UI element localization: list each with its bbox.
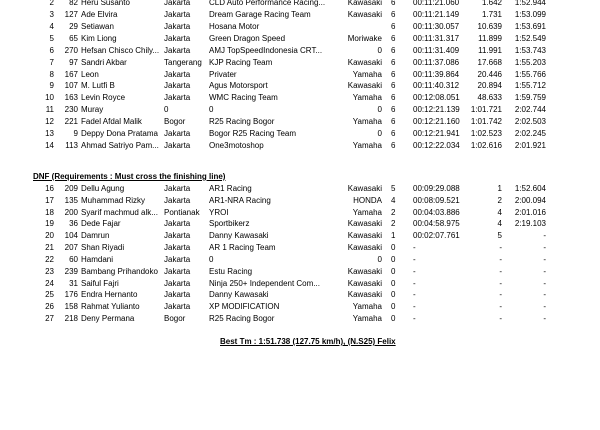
position-cell: 21: [45, 243, 54, 253]
team-cell: 0: [209, 105, 214, 115]
rider-name-cell: Sandri Akbar: [81, 57, 127, 67]
best-lap-cell: -: [543, 302, 546, 312]
rider-name-cell: Deny Permana: [81, 314, 135, 324]
position-cell: 26: [45, 302, 54, 312]
total-time-cell: 00:11:40.312: [413, 81, 460, 91]
best-lap-cell: 2:01.921: [514, 141, 546, 151]
rider-name-cell: Deppy Dona Pratama: [81, 129, 158, 139]
team-cell: Estu Racing: [209, 266, 253, 276]
rider-name-cell: Saiful Fajri: [81, 278, 119, 288]
team-cell: R25 Racing Bogor: [209, 314, 275, 324]
gap-cell: 48.633: [477, 93, 502, 103]
laps-cell: 6: [391, 129, 396, 139]
motorcycle-brand-cell: 0: [377, 45, 382, 55]
rider-number-cell: 230: [64, 105, 78, 115]
team-cell: Ninja 250+ Independent Com...: [209, 278, 320, 288]
motorcycle-brand-cell: Kawasaki: [347, 9, 382, 19]
motorcycle-brand-cell: Kawasaki: [347, 184, 382, 193]
laps-cell: 2: [391, 219, 396, 229]
laps-cell: 0: [391, 243, 396, 253]
motorcycle-brand-cell: Kawasaki: [347, 243, 382, 253]
rider-number-cell: 221: [64, 117, 78, 127]
rider-name-cell: Ahmad Satriyo Pam...: [81, 141, 159, 151]
total-time-cell: 00:08:09.521: [413, 195, 460, 205]
total-time-cell: 00:11:31.317: [413, 33, 460, 43]
position-cell: 18: [45, 207, 54, 217]
rider-name-cell: Syarif machmud alk...: [81, 207, 158, 217]
position-cell: 14: [45, 141, 54, 151]
rider-number-cell: 9: [73, 129, 78, 139]
position-cell: 6: [49, 45, 54, 55]
gap-cell: -: [499, 243, 502, 253]
gap-cell: 20.446: [477, 69, 502, 79]
laps-cell: 6: [391, 93, 396, 103]
best-lap-cell: -: [543, 278, 546, 288]
team-cell: AR1-NRA Racing: [209, 195, 271, 205]
position-cell: 16: [45, 184, 54, 193]
team-cell: Agus Motorsport: [209, 81, 268, 91]
total-time-cell: 00:02:07.761: [413, 231, 460, 241]
gap-cell: -: [499, 278, 502, 288]
position-cell: 20: [45, 231, 54, 241]
laps-cell: 6: [391, 0, 396, 7]
total-time-cell: 00:11:21.060: [413, 0, 460, 7]
best-lap-cell: 1:52.604: [514, 184, 546, 193]
motorcycle-brand-cell: Kawasaki: [347, 0, 382, 7]
rider-name-cell: Heru Susanto: [81, 0, 130, 7]
best-lap-cell: 2:01.016: [514, 207, 546, 217]
position-cell: 24: [45, 278, 54, 288]
city-cell: Jakarta: [164, 0, 191, 7]
rider-number-cell: 127: [64, 9, 78, 19]
best-lap-cell: 1:53.691: [514, 21, 546, 31]
position-cell: 2: [49, 0, 54, 7]
total-time-cell: 00:11:30.057: [413, 21, 460, 31]
motorcycle-brand-cell: Kawasaki: [347, 278, 382, 288]
total-time-cell: 00:11:37.086: [413, 57, 460, 67]
position-cell: 12: [45, 117, 54, 127]
city-cell: Jakarta: [164, 93, 191, 103]
laps-cell: 6: [391, 117, 396, 127]
position-cell: 19: [45, 219, 54, 229]
total-time-cell: 00:11:21.149: [413, 9, 460, 19]
team-cell: One3motoshop: [209, 141, 264, 151]
team-cell: Sportbikerz: [209, 219, 250, 229]
rider-name-cell: Dede Fajar: [81, 219, 121, 229]
gap-cell: 20.894: [477, 81, 502, 91]
rider-number-cell: 113: [65, 141, 78, 151]
city-cell: Jakarta: [164, 81, 191, 91]
total-time-cell: -: [413, 302, 416, 312]
team-cell: KJP Racing Team: [209, 57, 273, 67]
city-cell: Jakarta: [164, 33, 191, 43]
rider-number-cell: 31: [69, 278, 78, 288]
laps-cell: 2: [391, 207, 396, 217]
city-cell: 0: [164, 105, 169, 115]
city-cell: Bogor: [164, 117, 186, 127]
total-time-cell: 00:09:29.088: [413, 184, 460, 193]
laps-cell: 4: [391, 195, 396, 205]
position-cell: 11: [45, 105, 54, 115]
team-cell: WMC Racing Team: [209, 93, 278, 103]
team-cell: R25 Racing Bogor: [209, 117, 275, 127]
gap-cell: 10.639: [477, 21, 502, 31]
city-cell: Jakarta: [164, 195, 191, 205]
laps-cell: 6: [391, 105, 396, 115]
gap-cell: -: [499, 254, 502, 264]
rider-name-cell: Ade Elvira: [81, 9, 118, 19]
city-cell: Jakarta: [164, 69, 191, 79]
motorcycle-brand-cell: 0: [377, 129, 382, 139]
rider-number-cell: 163: [64, 93, 78, 103]
dnf-heading: DNF (Requirements : Must cross the finishing line): [33, 172, 226, 181]
gap-cell: 5: [497, 231, 502, 241]
team-cell: Danny Kawasaki: [209, 290, 269, 300]
total-time-cell: 00:12:08.051: [413, 93, 460, 103]
rider-number-cell: 65: [69, 33, 78, 43]
laps-cell: 6: [391, 21, 396, 31]
motorcycle-brand-cell: Kawasaki: [347, 231, 382, 241]
total-time-cell: -: [413, 290, 416, 300]
city-cell: Jakarta: [164, 254, 191, 264]
gap-cell: 1:01.721: [470, 105, 502, 115]
result-row: [0, 139, 600, 152]
best-lap-cell: 1:55.203: [514, 57, 546, 67]
laps-cell: 5: [391, 184, 396, 193]
laps-cell: 0: [391, 290, 396, 300]
rider-name-cell: Hamdani: [81, 254, 114, 264]
position-cell: 22: [45, 254, 54, 264]
total-time-cell: 00:04:03.886: [413, 207, 460, 217]
rider-number-cell: 270: [64, 45, 78, 55]
total-time-cell: 00:12:22.034: [413, 141, 460, 151]
best-lap-cell: 2:19.103: [514, 219, 546, 229]
total-time-cell: -: [413, 278, 416, 288]
motorcycle-brand-cell: HONDA: [353, 195, 382, 205]
gap-cell: -: [499, 290, 502, 300]
best-lap-cell: 2:02.503: [514, 117, 546, 127]
rider-name-cell: Kim Liong: [81, 33, 117, 43]
team-cell: Privater: [209, 69, 237, 79]
motorcycle-brand-cell: Kawasaki: [347, 290, 382, 300]
best-lap-cell: -: [543, 266, 546, 276]
rider-name-cell: Rahmat Yulianto: [81, 302, 140, 312]
best-lap-cell: -: [543, 314, 546, 324]
position-cell: 13: [45, 129, 54, 139]
rider-name-cell: Damrun: [81, 231, 110, 241]
rider-name-cell: Setiawan: [81, 21, 114, 31]
gap-cell: 2: [497, 195, 502, 205]
gap-cell: 1:01.742: [470, 117, 502, 127]
motorcycle-brand-cell: Yamaha: [352, 141, 382, 151]
rider-number-cell: 104: [64, 231, 78, 241]
city-cell: Jakarta: [164, 141, 191, 151]
laps-cell: 6: [391, 33, 396, 43]
rider-number-cell: 29: [69, 21, 78, 31]
rider-number-cell: 97: [69, 57, 78, 67]
best-lap-cell: -: [543, 231, 546, 241]
rider-name-cell: Hefsan Chisco Chily...: [81, 45, 160, 55]
motorcycle-brand-cell: Yamaha: [352, 207, 382, 217]
rider-number-cell: 176: [64, 290, 78, 300]
city-cell: Jakarta: [164, 21, 191, 31]
total-time-cell: 00:12:21.139: [413, 105, 460, 115]
team-cell: AMJ TopSpeedIndonesia CRT...: [209, 45, 323, 55]
best-lap-cell: -: [543, 254, 546, 264]
rider-number-cell: 200: [64, 207, 78, 217]
position-cell: 9: [49, 81, 54, 91]
city-cell: Jakarta: [164, 45, 191, 55]
best-lap-summary: Best Tm : 1:51.738 (127.75 km/h), (N.S25) Felix: [220, 337, 396, 346]
city-cell: Jakarta: [164, 184, 191, 193]
gap-cell: 4: [497, 207, 502, 217]
team-cell: Green Dragon Speed: [209, 33, 286, 43]
rider-number-cell: 36: [69, 219, 78, 229]
total-time-cell: 00:11:31.409: [413, 45, 460, 55]
city-cell: Jakarta: [164, 266, 191, 276]
team-cell: Bogor R25 Racing Team: [209, 129, 297, 139]
rider-number-cell: 167: [64, 69, 78, 79]
position-cell: 27: [45, 314, 54, 324]
position-cell: 4: [49, 21, 54, 31]
motorcycle-brand-cell: Kawasaki: [347, 81, 382, 91]
laps-cell: 6: [391, 141, 396, 151]
team-cell: Hosana Motor: [209, 21, 260, 31]
rider-number-cell: 107: [64, 81, 78, 91]
rider-number-cell: 60: [69, 254, 78, 264]
city-cell: Pontianak: [164, 207, 200, 217]
dnf-row: [0, 312, 600, 325]
gap-cell: -: [499, 266, 502, 276]
city-cell: Jakarta: [164, 9, 191, 19]
city-cell: Jakarta: [164, 302, 191, 312]
position-cell: 5: [49, 33, 54, 43]
position-cell: 3: [49, 9, 54, 19]
motorcycle-brand-cell: 0: [377, 254, 382, 264]
city-cell: Jakarta: [164, 243, 191, 253]
laps-cell: 6: [391, 81, 396, 91]
motorcycle-brand-cell: Yamaha: [352, 69, 382, 79]
total-time-cell: 00:12:21.160: [413, 117, 460, 127]
total-time-cell: -: [413, 243, 416, 253]
rider-name-cell: Endra Hernanto: [81, 290, 138, 300]
rider-name-cell: Dellu Agung: [81, 184, 125, 193]
team-cell: YROI: [209, 207, 229, 217]
gap-cell: 17.668: [477, 57, 502, 67]
motorcycle-brand-cell: Yamaha: [352, 117, 382, 127]
team-cell: Dream Garage Racing Team: [209, 9, 311, 19]
rider-name-cell: Fadel Afdal Malik: [81, 117, 142, 127]
total-time-cell: -: [413, 266, 416, 276]
motorcycle-brand-cell: Kawasaki: [347, 219, 382, 229]
motorcycle-brand-cell: 0: [377, 105, 382, 115]
gap-cell: 1.642: [481, 0, 502, 7]
gap-cell: 4: [497, 219, 502, 229]
motorcycle-brand-cell: Kawasaki: [347, 57, 382, 67]
team-cell: Danny Kawasaki: [209, 231, 269, 241]
best-lap-cell: -: [543, 243, 546, 253]
rider-number-cell: 239: [64, 266, 78, 276]
laps-cell: 0: [391, 314, 396, 324]
position-cell: 17: [45, 195, 54, 205]
rider-name-cell: Shan Riyadi: [81, 243, 125, 253]
gap-cell: 1.731: [481, 9, 502, 19]
gap-cell: 1: [497, 184, 502, 193]
position-cell: 8: [49, 69, 54, 79]
team-cell: AR 1 Racing Team: [209, 243, 276, 253]
gap-cell: 1:02.616: [470, 141, 502, 151]
laps-cell: 0: [391, 278, 396, 288]
city-cell: Jakarta: [164, 219, 191, 229]
motorcycle-brand-cell: Yamaha: [352, 302, 382, 312]
total-time-cell: 00:12:21.941: [413, 129, 460, 139]
city-cell: Jakarta: [164, 231, 191, 241]
laps-cell: 0: [391, 302, 396, 312]
rider-number-cell: 135: [64, 195, 78, 205]
total-time-cell: -: [413, 254, 416, 264]
gap-cell: -: [499, 314, 502, 324]
rider-number-cell: 207: [64, 243, 78, 253]
gap-cell: 11.899: [478, 33, 502, 43]
motorcycle-brand-cell: Kawasaki: [347, 266, 382, 276]
motorcycle-brand-cell: Yamaha: [352, 314, 382, 324]
rider-name-cell: Levin Royce: [81, 93, 126, 103]
laps-cell: 6: [391, 69, 396, 79]
best-lap-cell: 1:55.766: [514, 69, 546, 79]
team-cell: AR1 Racing: [209, 184, 252, 193]
best-lap-cell: 2:02.245: [514, 129, 546, 139]
motorcycle-brand-cell: Yamaha: [352, 93, 382, 103]
city-cell: Tangerang: [164, 57, 202, 67]
best-lap-cell: 1:59.759: [514, 93, 546, 103]
position-cell: 10: [45, 93, 54, 103]
rider-number-cell: 158: [64, 302, 78, 312]
laps-cell: 6: [391, 57, 396, 67]
rider-number-cell: 82: [69, 0, 78, 7]
laps-cell: 6: [391, 45, 396, 55]
gap-cell: 1:02.523: [470, 129, 502, 139]
total-time-cell: 00:11:39.864: [413, 69, 460, 79]
team-cell: CLD Auto Performance Racing...: [209, 0, 326, 7]
best-lap-cell: 2:00.094: [514, 195, 546, 205]
best-lap-cell: 1:52.944: [514, 0, 546, 7]
best-lap-cell: 1:53.743: [514, 45, 546, 55]
position-cell: 7: [49, 57, 54, 67]
rider-number-cell: 218: [64, 314, 78, 324]
best-lap-cell: 1:52.549: [514, 33, 546, 43]
laps-cell: 6: [391, 9, 396, 19]
total-time-cell: 00:04:58.975: [413, 219, 460, 229]
rider-name-cell: M. Lutfi B: [81, 81, 115, 91]
best-lap-cell: -: [543, 290, 546, 300]
city-cell: Bogor: [164, 314, 186, 324]
laps-cell: 0: [391, 254, 396, 264]
city-cell: Jakarta: [164, 290, 191, 300]
gap-cell: 11.991: [478, 45, 502, 55]
rider-name-cell: Muhammad Rizky: [81, 195, 146, 205]
motorcycle-brand-cell: Moriwake: [347, 33, 382, 43]
rider-name-cell: Bambang Prihandoko: [81, 266, 158, 276]
team-cell: 0: [209, 254, 214, 264]
city-cell: Jakarta: [164, 278, 191, 288]
best-lap-cell: 1:53.099: [514, 9, 546, 19]
gap-cell: -: [499, 302, 502, 312]
rider-number-cell: 209: [64, 184, 78, 193]
total-time-cell: -: [413, 314, 416, 324]
city-cell: Jakarta: [164, 129, 191, 139]
best-lap-cell: 1:55.712: [514, 81, 546, 91]
rider-name-cell: Leon: [81, 69, 99, 79]
laps-cell: 1: [391, 231, 396, 241]
team-cell: XP MODIFICATION: [209, 302, 280, 312]
laps-cell: 0: [391, 266, 396, 276]
position-cell: 23: [45, 266, 54, 276]
position-cell: 25: [45, 290, 54, 300]
best-lap-cell: 2:02.744: [514, 105, 546, 115]
rider-name-cell: Muray: [81, 105, 104, 115]
